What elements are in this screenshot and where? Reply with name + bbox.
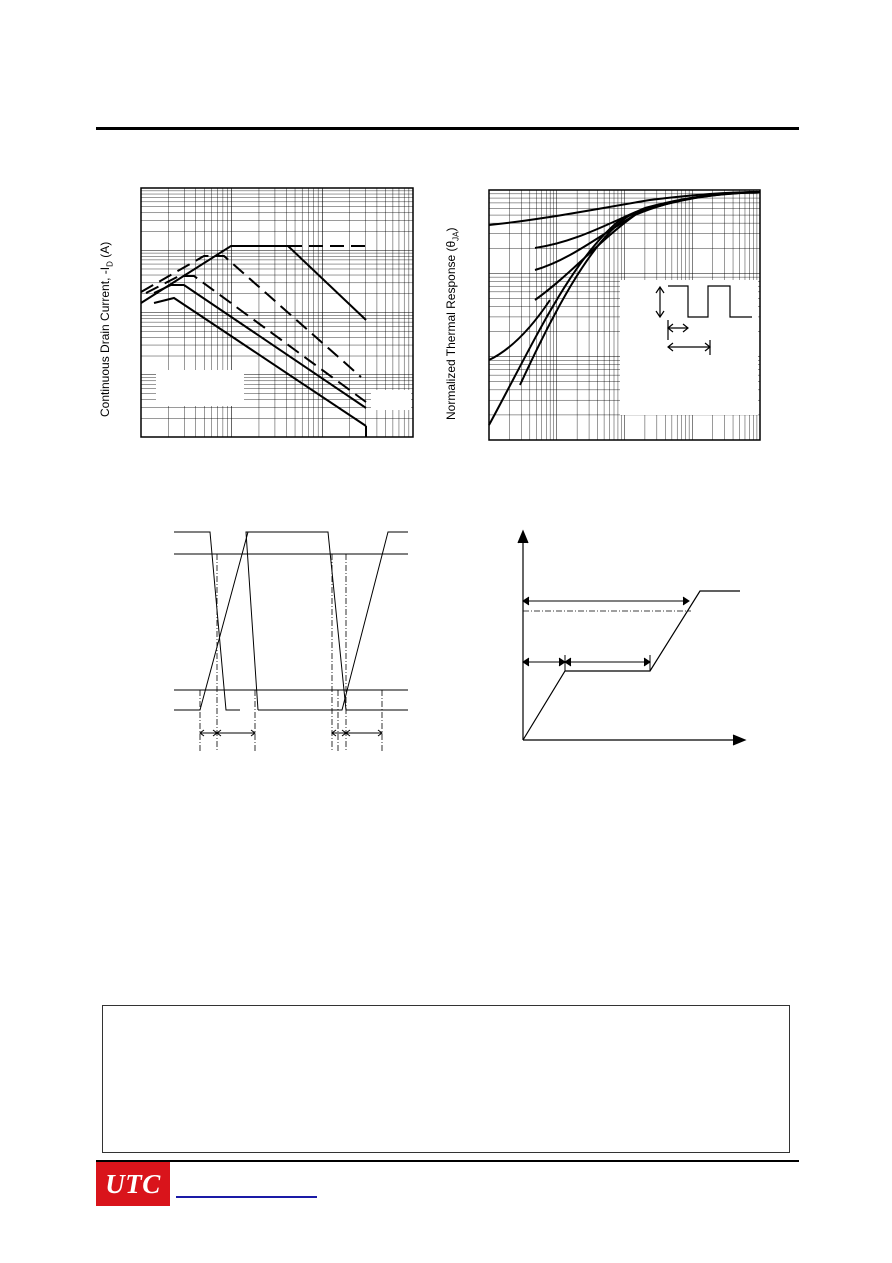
thermal-plot xyxy=(440,180,770,450)
soa-plot xyxy=(96,180,426,450)
header-rule xyxy=(96,127,799,130)
thermal-response-chart xyxy=(440,180,770,450)
notice-box xyxy=(102,1005,790,1153)
thermal-ylabel-prefix: Normalized Thermal Response (θ xyxy=(444,240,458,420)
utc-logo-text: UTC xyxy=(105,1168,161,1199)
thermal-ylabel-sub: JA xyxy=(451,231,461,241)
utc-logo xyxy=(96,1162,170,1206)
soa-ylabel-sub: D xyxy=(105,261,115,267)
soa-ylabel-suffix: (A) xyxy=(98,241,112,262)
gate-charge-waveform xyxy=(505,525,755,750)
gate-charge-diagram xyxy=(505,525,755,750)
safe-operating-area-chart xyxy=(96,180,426,450)
soa-ylabel-prefix: Continuous Drain Current, -I xyxy=(98,266,112,417)
switching-waveform-diagram xyxy=(160,515,420,755)
switching-waveform xyxy=(160,515,420,755)
thermal-ylabel-suffix: ) xyxy=(444,227,458,232)
website-link-underline[interactable] xyxy=(176,1196,317,1198)
footer-rule xyxy=(96,1160,799,1162)
